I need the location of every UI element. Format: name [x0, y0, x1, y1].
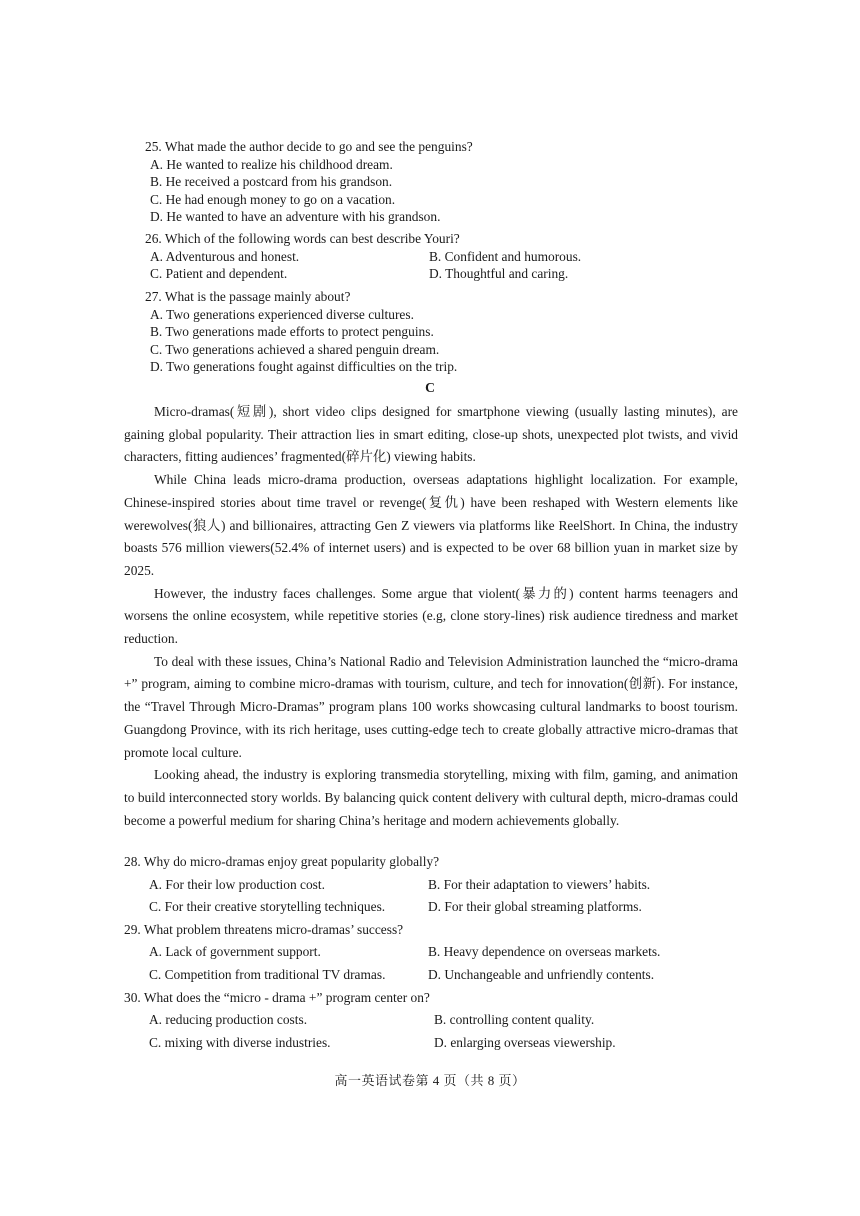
option-row [124, 874, 744, 897]
option-c: C. mixing with diverse industries. [149, 1034, 331, 1050]
option-d: D. Two generations fought against difficulties on the trip. [150, 359, 458, 375]
option-c: C. Patient and dependent. [150, 266, 288, 282]
question-stem: 28. Why do micro-dramas enjoy great popularity globally? [124, 854, 440, 869]
option-c: C. Competition from traditional TV dramas. [149, 966, 386, 982]
option-row [124, 1009, 744, 1032]
passage-paragraph: While China leads micro-drama production, overseas adaptations highlight localization. For example, Chinese-inspired stories about time travel or revenge(复仇) have been reshaped with Western elements like werewolves(狼人) and billionaires, attracting Gen Z viewers via platforms like ReelShort. In China, the industry boasts 576 million viewers(52.4% of internet users) and is expected to be over 68 billion yuan in market size by 2025. [124, 472, 738, 578]
option-a: A. For their low production cost. [149, 876, 325, 892]
question-30 [124, 987, 744, 1055]
option-b: B. Confident and humorous. [429, 248, 582, 264]
option-d: D. For their global streaming platforms. [428, 899, 642, 915]
option-row [124, 964, 744, 987]
option-b: B. For their adaptation to viewers’ habits. [428, 876, 651, 892]
option-row [124, 941, 744, 964]
section-heading: C [425, 380, 435, 395]
option-a: A. Lack of government support. [149, 944, 321, 960]
option-row [124, 1032, 744, 1055]
question-stem: 27. What is the passage mainly about? [145, 289, 351, 304]
reading-passage [124, 401, 738, 832]
option-a: A. He wanted to realize his childhood dream. [150, 156, 393, 172]
questions-28-30 [124, 851, 744, 1054]
question-25 [145, 138, 745, 226]
question-26 [145, 230, 745, 283]
passage-paragraph: To deal with these issues, China’s National Radio and Television Administration launched the “micro-drama +” program, aiming to combine micro-dramas with tourism, culture, and tech for innovation(创新). For instance, the “Travel Through Micro-Dramas” program plans 100 works showcasing cultural landmarks to boost tourism. Guangdong Province, with its rich heritage, uses cutting-edge tech to create globally attractive micro-dramas that promote local culture. [124, 653, 738, 760]
passage-paragraph: However, the industry faces challenges. Some argue that violent(暴力的) content harms teenagers and worsens the online ecosystem, while repetitive stories (e.g, clone story-lines) risk audience tiredness and market reduction. [124, 585, 738, 647]
option-d: D. He wanted to have an adventure with his grandson. [150, 209, 441, 225]
option-row [145, 248, 745, 266]
option-a: A. reducing production costs. [149, 1012, 308, 1028]
option-c: C. Two generations achieved a shared penguin dream. [150, 341, 440, 357]
question-stem: 26. Which of the following words can best describe Youri? [145, 231, 460, 246]
option-a: A. Two generations experienced diverse cultures. [150, 306, 414, 322]
passage-paragraph: Looking ahead, the industry is exploring transmedia storytelling, mixing with film, gaming, and animation to build interconnected story worlds. By balancing quick content delivery with cultural depth, micro-dramas could become a powerful medium for sharing China’s heritage and modern achievements globally. [124, 767, 738, 828]
option-row [124, 896, 744, 919]
question-29 [124, 919, 744, 987]
option-c: C. For their creative storytelling techniques. [149, 899, 386, 915]
option-row [145, 265, 745, 283]
page-footer: 高一英语试卷第 4 页（共 8 页） [334, 1073, 526, 1088]
option-c: C. He had enough money to go on a vacation. [150, 191, 396, 207]
question-stem: 29. What problem threatens micro-dramas’ success? [124, 921, 404, 937]
option-b: B. Heavy dependence on overseas markets. [428, 944, 661, 960]
option-b: B. Two generations made efforts to protect penguins. [150, 324, 434, 340]
option-d: D. enlarging overseas viewership. [434, 1034, 616, 1050]
option-d: D. Unchangeable and unfriendly contents. [428, 966, 655, 982]
question-stem: 25. What made the author decide to go and see the penguins? [145, 139, 473, 154]
question-stem: 30. What does the “micro - drama +” program center on? [124, 989, 430, 1005]
option-b: B. He received a postcard from his grandson. [150, 174, 393, 190]
option-d: D. Thoughtful and caring. [429, 266, 569, 282]
option-a: A. Adventurous and honest. [150, 248, 300, 264]
question-27 [145, 288, 745, 376]
option-b: B. controlling content quality. [434, 1012, 595, 1028]
question-28 [124, 851, 744, 919]
passage-paragraph: Micro-dramas(短剧), short video clips designed for smartphone viewing (usually lasting minutes), are gaining global popularity. Their attraction lies in smart editing, close-up shots, unexpected plot twists, and vivid characters, fitting audiences’ fragmented(碎片化) viewing habits. [124, 404, 738, 465]
